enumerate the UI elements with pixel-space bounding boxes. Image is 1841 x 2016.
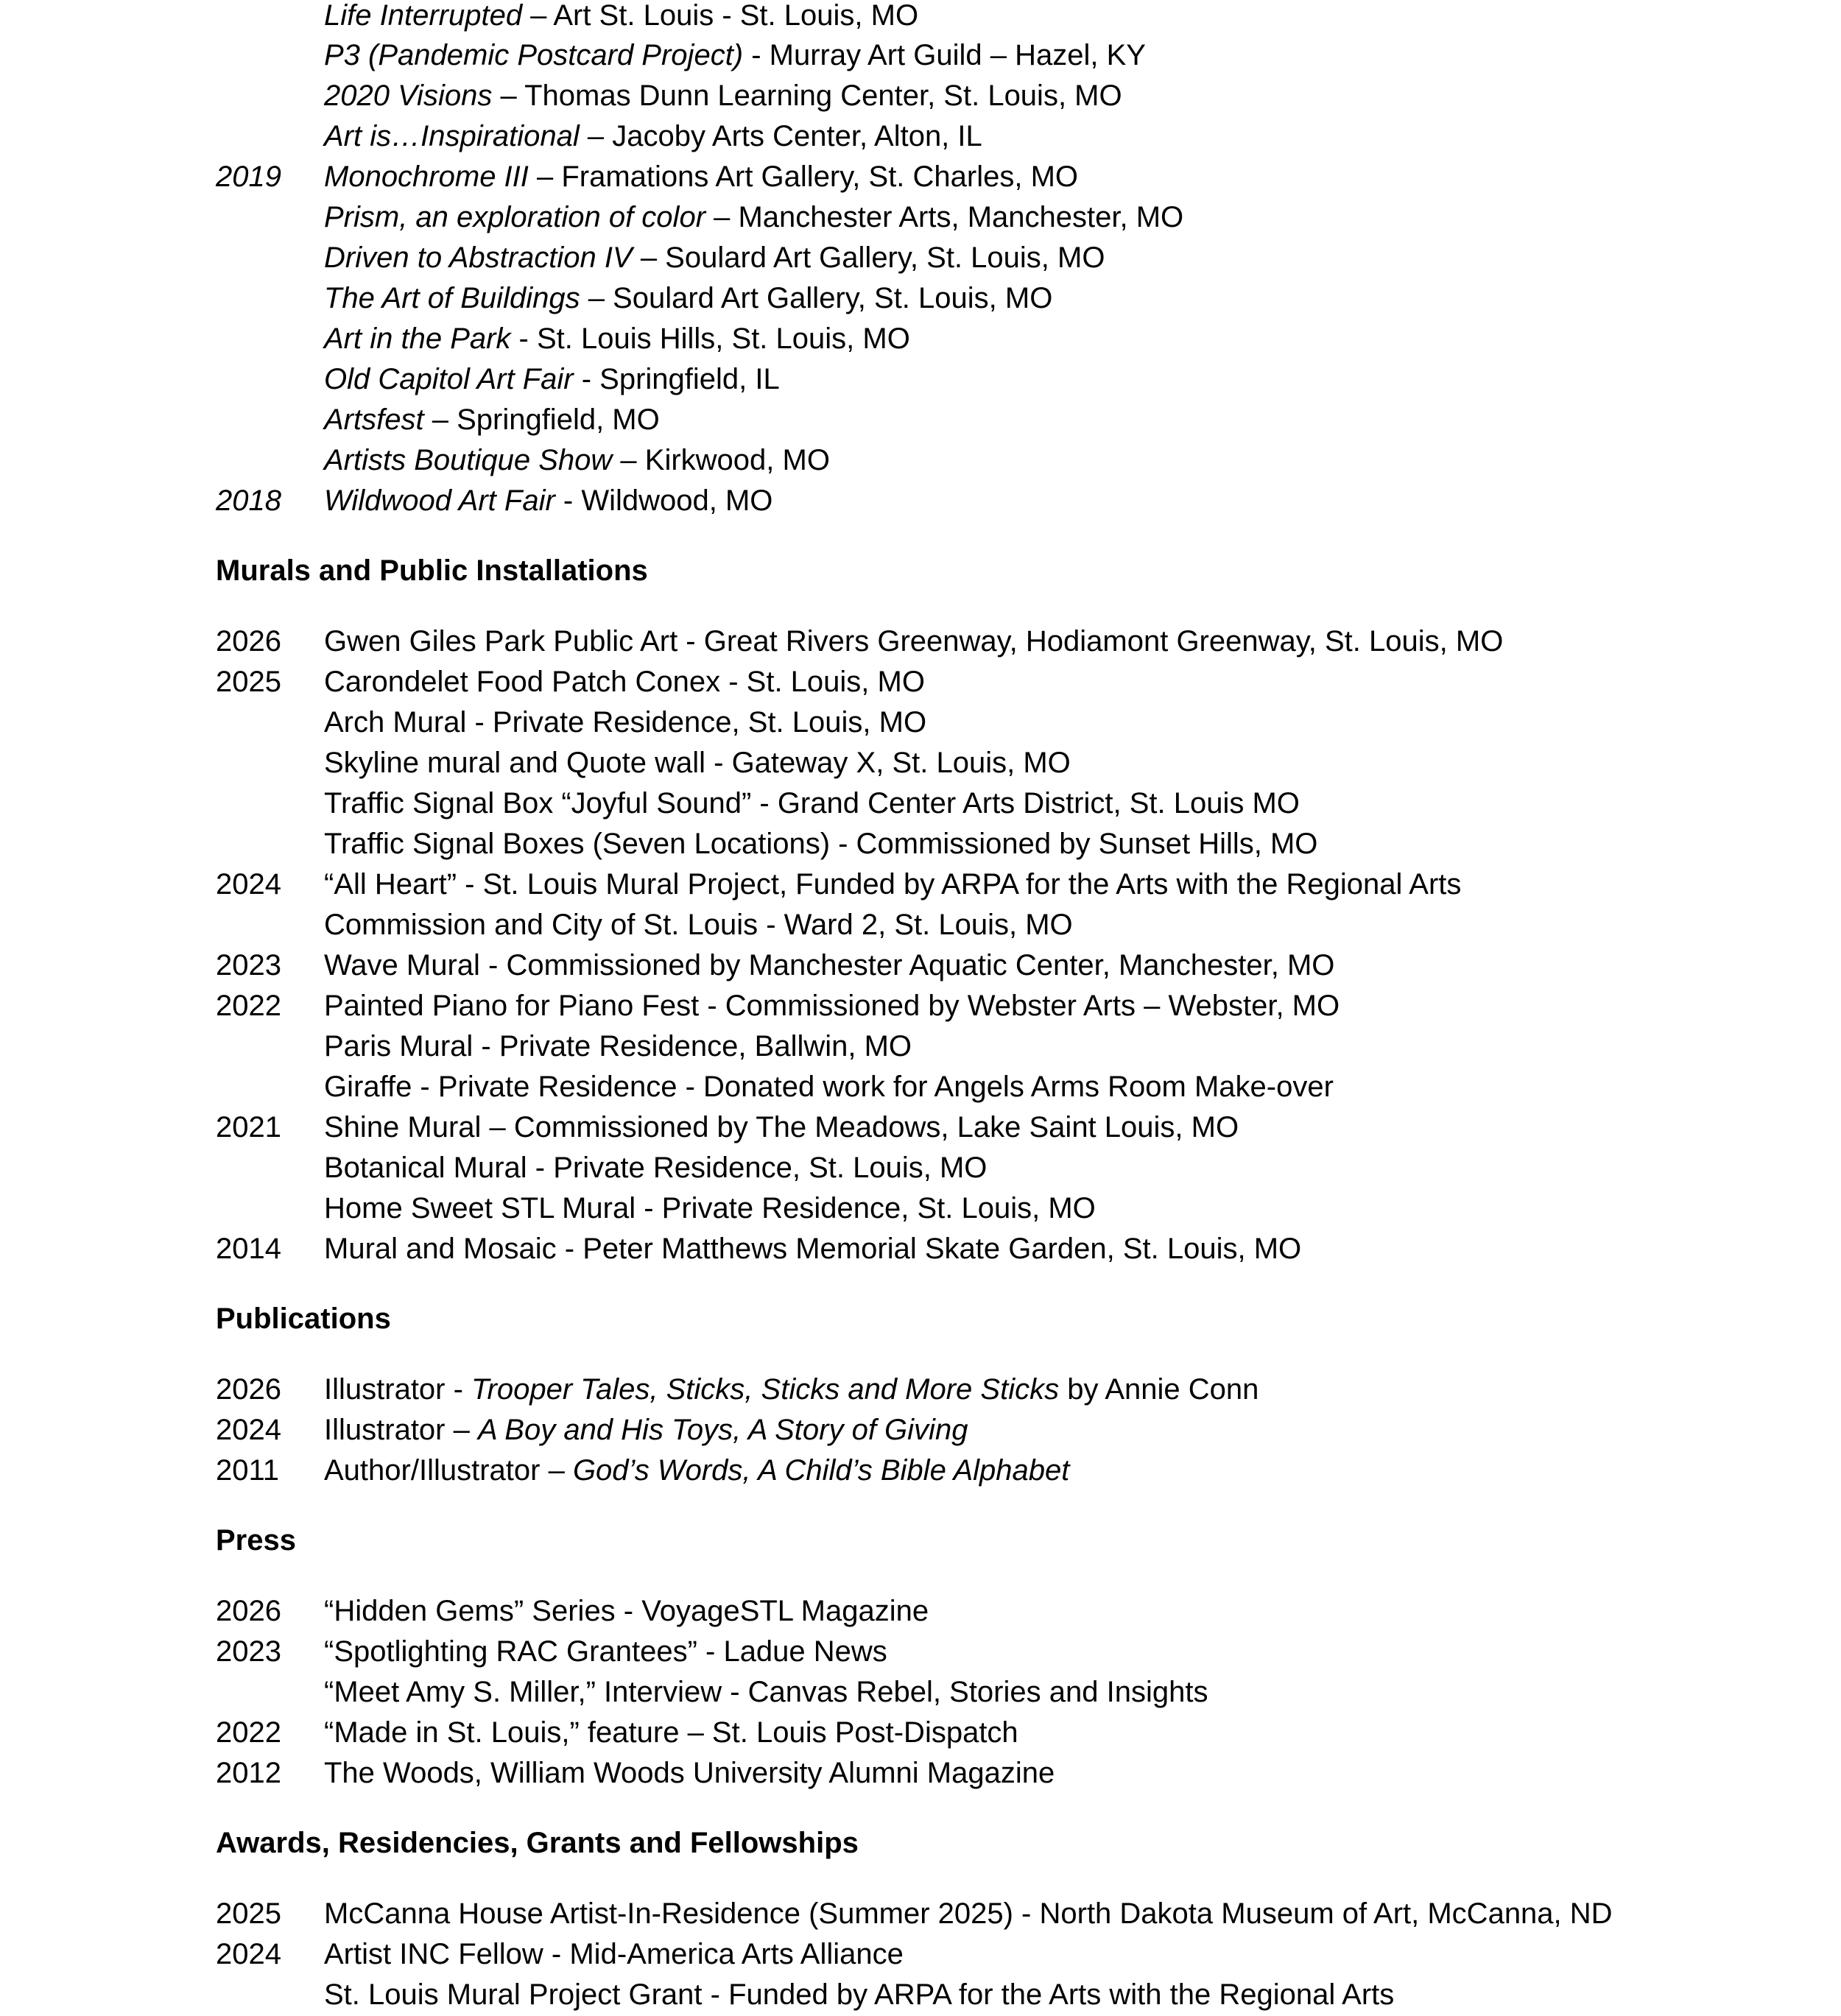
exhibition-row <box>0 400 1841 440</box>
exhibition-venue: - Wildwood, MO <box>555 484 773 517</box>
publication-title: Trooper Tales, Sticks, Sticks and More Sticks <box>471 1373 1060 1406</box>
exhibition-row <box>0 481 1841 521</box>
publication-entry <box>324 1451 1069 1491</box>
exhibition-title: Monochrome III <box>324 161 529 193</box>
mural-entry: Shine Mural – Commissioned by The Meadows, Lake Saint Louis, MO <box>324 1111 1239 1143</box>
exhibition-venue: – Springfield, MO <box>423 403 660 436</box>
mural-year: 2024 <box>216 868 281 900</box>
mural-entry: Carondelet Food Patch Conex - St. Louis, MO <box>324 666 925 698</box>
mural-row <box>0 905 1841 945</box>
exhibition-venue: – Manchester Arts, Manchester, MO <box>705 201 1184 233</box>
mural-row <box>0 621 1841 662</box>
press-row <box>0 1591 1841 1632</box>
mural-row <box>0 986 1841 1026</box>
exhibition-title: Art is…Inspirational <box>324 120 580 152</box>
press-entry: “Made in St. Louis,” feature – St. Louis Post-Dispatch <box>324 1716 1018 1749</box>
exhibition-entry <box>324 440 830 481</box>
exhibition-row <box>0 278 1841 319</box>
mural-row <box>0 1067 1841 1107</box>
mural-entry: Botanical Mural - Private Residence, St. Louis, MO <box>324 1152 988 1184</box>
publication-title: God’s Words, A Child’s Bible Alphabet <box>572 1454 1070 1487</box>
publication-title: A Boy and His Toys, A Story of Giving <box>477 1414 968 1446</box>
mural-row <box>0 1026 1841 1067</box>
publication-role: Illustrator – <box>324 1414 478 1446</box>
exhibition-row <box>0 157 1841 197</box>
mural-entry: Gwen Giles Park Public Art - Great Rivers Greenway, Hodiamont Greenway, St. Louis, MO <box>324 625 1504 658</box>
publication-year: 2024 <box>216 1414 281 1446</box>
exhibition-title: Driven to Abstraction IV <box>324 242 633 274</box>
exhibition-row <box>0 238 1841 278</box>
exhibition-venue: – Soulard Art Gallery, St. Louis, MO <box>632 242 1105 274</box>
exhibition-year: 2018 <box>216 484 281 517</box>
press-entry: “Spotlighting RAC Grantees” - Ladue News <box>324 1635 887 1668</box>
mural-year: 2025 <box>216 666 281 698</box>
award-year: 2025 <box>216 1897 281 1930</box>
press-row <box>0 1753 1841 1794</box>
mural-entry: Paris Mural - Private Residence, Ballwin, MO <box>324 1030 912 1062</box>
mural-row <box>0 743 1841 783</box>
award-entry: McCanna House Artist-In-Residence (Summer 2025) - North Dakota Museum of Art, McCanna, ND <box>324 1897 1613 1930</box>
publication-role: Illustrator - <box>324 1373 472 1406</box>
exhibition-venue: – Framations Art Gallery, St. Charles, MO <box>528 161 1079 193</box>
mural-entry: Arch Mural - Private Residence, St. Louis, MO <box>324 706 927 739</box>
exhibition-entry <box>324 481 772 521</box>
mural-entry: Commission and City of St. Louis - Ward 2, St. Louis, MO <box>324 909 1073 941</box>
exhibition-venue: – Art St. Louis - St. Louis, MO <box>522 0 919 32</box>
publications-heading: Publications <box>216 1303 391 1335</box>
exhibition-venue: - Murray Art Guild – Hazel, KY <box>743 39 1146 71</box>
exhibition-venue: - St. Louis Hills, St. Louis, MO <box>510 323 910 355</box>
mural-entry: Painted Piano for Piano Fest - Commissioned by Webster Arts – Webster, MO <box>324 990 1340 1022</box>
press-row <box>0 1632 1841 1672</box>
mural-row <box>0 702 1841 743</box>
exhibition-entry <box>324 0 918 36</box>
mural-row <box>0 1107 1841 1148</box>
mural-entry: Home Sweet STL Mural - Private Residence, St. Louis, MO <box>324 1192 1096 1224</box>
mural-row <box>0 945 1841 986</box>
publication-entry <box>324 1370 1259 1410</box>
press-entry: The Woods, William Woods University Alumni Magazine <box>324 1757 1055 1789</box>
exhibition-entry <box>324 35 1146 76</box>
press-heading: Press <box>216 1524 296 1557</box>
exhibition-title: 2020 Visions <box>324 80 493 112</box>
exhibition-venue: – Kirkwood, MO <box>612 444 830 476</box>
mural-year: 2022 <box>216 990 281 1022</box>
press-entry: “Hidden Gems” Series - VoyageSTL Magazine <box>324 1595 929 1627</box>
publication-row <box>0 1370 1841 1410</box>
exhibition-entry <box>324 157 1078 197</box>
exhibition-row <box>0 319 1841 359</box>
exhibition-entry <box>324 197 1183 238</box>
exhibition-title: Wildwood Art Fair <box>324 484 555 517</box>
exhibition-year: 2019 <box>216 161 281 193</box>
mural-row <box>0 783 1841 824</box>
exhibition-venue: - Springfield, IL <box>573 363 780 395</box>
exhibition-entry <box>324 76 1122 116</box>
exhibition-entry <box>324 116 982 157</box>
award-entry: Artist INC Fellow - Mid-America Arts Alliance <box>324 1938 904 1970</box>
exhibition-title: Art in the Park <box>324 323 511 355</box>
mural-row <box>0 864 1841 905</box>
publication-row <box>0 1410 1841 1451</box>
awards-heading: Awards, Residencies, Grants and Fellowships <box>216 1827 859 1859</box>
exhibition-venue: – Thomas Dunn Learning Center, St. Louis, MO <box>492 80 1122 112</box>
mural-entry: Wave Mural - Commissioned by Manchester Aquatic Center, Manchester, MO <box>324 949 1335 981</box>
publication-entry <box>324 1410 968 1451</box>
award-year: 2024 <box>216 1938 281 1970</box>
mural-year: 2026 <box>216 625 281 658</box>
exhibition-title: The Art of Buildings <box>324 282 580 314</box>
mural-row <box>0 1188 1841 1229</box>
mural-entry: Mural and Mosaic - Peter Matthews Memorial Skate Garden, St. Louis, MO <box>324 1233 1302 1265</box>
press-year: 2022 <box>216 1716 281 1749</box>
mural-entry: Traffic Signal Boxes (Seven Locations) - Commissioned by Sunset Hills, MO <box>324 828 1318 860</box>
murals-heading: Murals and Public Installations <box>216 554 648 587</box>
award-entry: St. Louis Mural Project Grant - Funded by ARPA for the Arts with the Regional Arts <box>324 1978 1395 2011</box>
publication-role: Author/Illustrator – <box>324 1454 573 1487</box>
exhibition-row <box>0 35 1841 76</box>
award-row <box>0 1894 1841 1934</box>
exhibition-entry <box>324 319 910 359</box>
exhibition-row <box>0 76 1841 116</box>
exhibition-title: Artsfest <box>324 403 424 436</box>
mural-entry: Traffic Signal Box “Joyful Sound” - Grand Center Arts District, St. Louis MO <box>324 787 1300 820</box>
mural-entry: Skyline mural and Quote wall - Gateway X, St. Louis, MO <box>324 747 1071 779</box>
exhibition-entry <box>324 400 660 440</box>
publication-row <box>0 1451 1841 1491</box>
exhibition-row <box>0 0 1841 36</box>
exhibition-title: P3 (Pandemic Postcard Project) <box>324 39 744 71</box>
exhibition-row <box>0 440 1841 481</box>
award-row <box>0 1975 1841 2015</box>
press-year: 2026 <box>216 1595 281 1627</box>
press-entry: “Meet Amy S. Miller,” Interview - Canvas Rebel, Stories and Insights <box>324 1676 1208 1708</box>
exhibition-entry <box>324 359 780 400</box>
exhibition-venue: – Soulard Art Gallery, St. Louis, MO <box>580 282 1053 314</box>
press-year: 2023 <box>216 1635 281 1668</box>
exhibition-title: Life Interrupted <box>324 0 523 32</box>
mural-year: 2021 <box>216 1111 281 1143</box>
exhibition-title: Artists Boutique Show <box>324 444 613 476</box>
award-row <box>0 1934 1841 1975</box>
exhibition-row <box>0 197 1841 238</box>
mural-row <box>0 662 1841 702</box>
exhibition-venue: – Jacoby Arts Center, Alton, IL <box>579 120 982 152</box>
publication-year: 2026 <box>216 1373 281 1406</box>
mural-year: 2023 <box>216 949 281 981</box>
mural-year: 2014 <box>216 1233 281 1265</box>
press-year: 2012 <box>216 1757 281 1789</box>
mural-row <box>0 1229 1841 1269</box>
exhibition-row <box>0 116 1841 157</box>
exhibition-entry <box>324 278 1052 319</box>
press-row <box>0 1672 1841 1713</box>
publication-year: 2011 <box>216 1454 280 1487</box>
exhibition-title: Prism, an exploration of color <box>324 201 706 233</box>
publication-credit: by Annie Conn <box>1059 1373 1259 1406</box>
exhibition-row <box>0 359 1841 400</box>
mural-row <box>0 824 1841 864</box>
exhibition-title: Old Capitol Art Fair <box>324 363 574 395</box>
press-row <box>0 1713 1841 1753</box>
exhibition-entry <box>324 238 1105 278</box>
mural-entry: Giraffe - Private Residence - Donated work for Angels Arms Room Make-over <box>324 1071 1334 1103</box>
mural-entry: “All Heart” - St. Louis Mural Project, Funded by ARPA for the Arts with the Regional Arts <box>324 868 1462 900</box>
mural-row <box>0 1148 1841 1188</box>
